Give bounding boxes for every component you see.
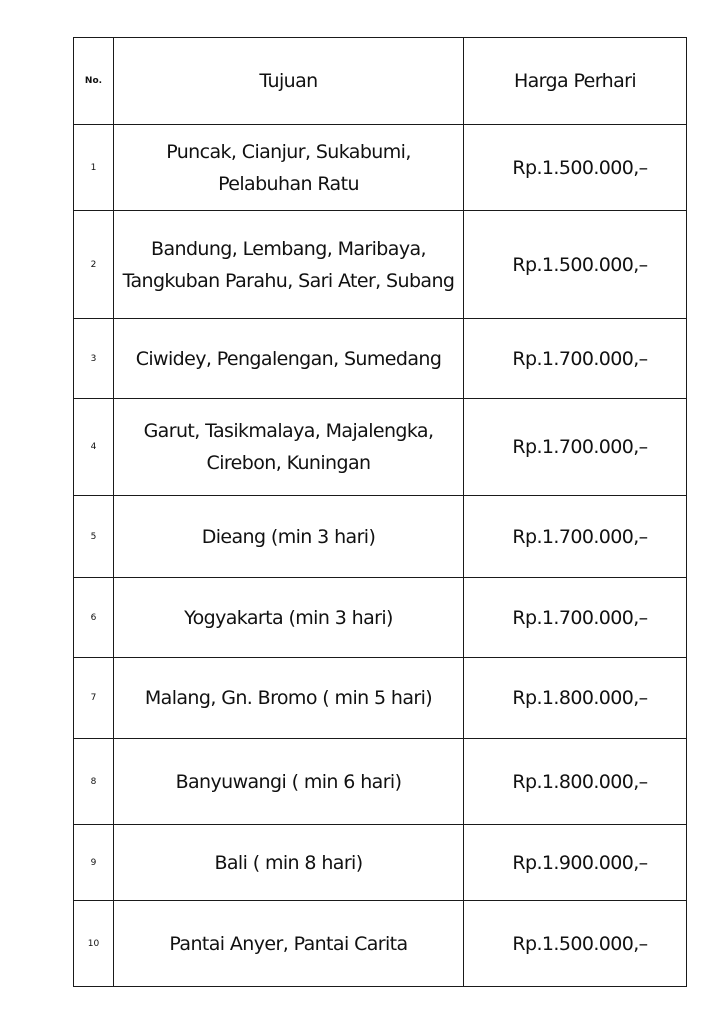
price-cell: Rp.1.800.000,– [464, 739, 687, 825]
price-cell: Rp.1.800.000,– [464, 658, 687, 739]
destination-line: Malang, Gn. Bromo ( min 5 hari) [144, 687, 433, 709]
price-cell: Rp.1.700.000,– [464, 496, 687, 578]
destination-cell [114, 211, 464, 319]
row-number: 6 [74, 578, 114, 658]
header-no: No. [74, 38, 114, 125]
destination-line: Dieang (min 3 hari) [201, 525, 376, 548]
price-table [73, 37, 687, 987]
destination-cell [114, 901, 464, 987]
price-cell: Rp.1.500.000,– [464, 211, 687, 319]
row-number: 10 [74, 901, 114, 987]
destination-line: Ciwidey, Pengalengan, Sumedang [135, 347, 442, 370]
price-cell: Rp.1.500.000,– [464, 125, 687, 211]
row-number: 8 [74, 739, 114, 825]
price-cell: Rp.1.500.000,– [464, 901, 687, 987]
destination-cell [114, 496, 464, 578]
destination-cell [114, 739, 464, 825]
destination-cell [114, 399, 464, 496]
header-price: Harga Perhari [464, 38, 687, 125]
table-row [74, 658, 687, 739]
table-row [74, 739, 687, 825]
table-row [74, 399, 687, 496]
destination-cell [114, 319, 464, 399]
destination-line: Pantai Anyer, Pantai Carita [169, 932, 408, 955]
row-number: 9 [74, 825, 114, 901]
row-number: 1 [74, 125, 114, 211]
price-cell: Rp.1.700.000,– [464, 319, 687, 399]
destination-line: Tangkuban Parahu, Sari Ater, Subang [122, 269, 455, 292]
price-cell: Rp.1.900.000,– [464, 825, 687, 901]
price-cell: Rp.1.700.000,– [464, 578, 687, 658]
table-row [74, 578, 687, 658]
table-row [74, 125, 687, 211]
row-number: 7 [74, 658, 114, 739]
table-row [74, 319, 687, 399]
destination-line: Cirebon, Kuningan [206, 452, 371, 474]
destination-line: Bali ( min 8 hari) [214, 851, 363, 874]
destination-line: Yogyakarta (min 3 hari) [184, 606, 393, 629]
destination-line: Garut, Tasikmalaya, Majalengka, [143, 420, 434, 442]
table-row [74, 496, 687, 578]
destination-cell [114, 825, 464, 901]
table-row [74, 825, 687, 901]
destination-line: Bandung, Lembang, Maribaya, [151, 237, 426, 260]
destination-cell [114, 658, 464, 739]
table-header-row [74, 38, 687, 125]
row-number: 5 [74, 496, 114, 578]
table-body [74, 38, 687, 987]
destination-line: Pelabuhan Ratu [218, 172, 359, 195]
table-row [74, 211, 687, 319]
row-number: 2 [74, 211, 114, 319]
row-number: 4 [74, 399, 114, 496]
destination-line: Puncak, Cianjur, Sukabumi, [166, 140, 411, 163]
destination-line: Banyuwangi ( min 6 hari) [175, 770, 402, 793]
price-cell: Rp.1.700.000,– [464, 399, 687, 496]
row-number: 3 [74, 319, 114, 399]
table-row [74, 901, 687, 987]
header-destination: Tujuan [114, 38, 464, 125]
destination-cell [114, 578, 464, 658]
destination-cell [114, 125, 464, 211]
